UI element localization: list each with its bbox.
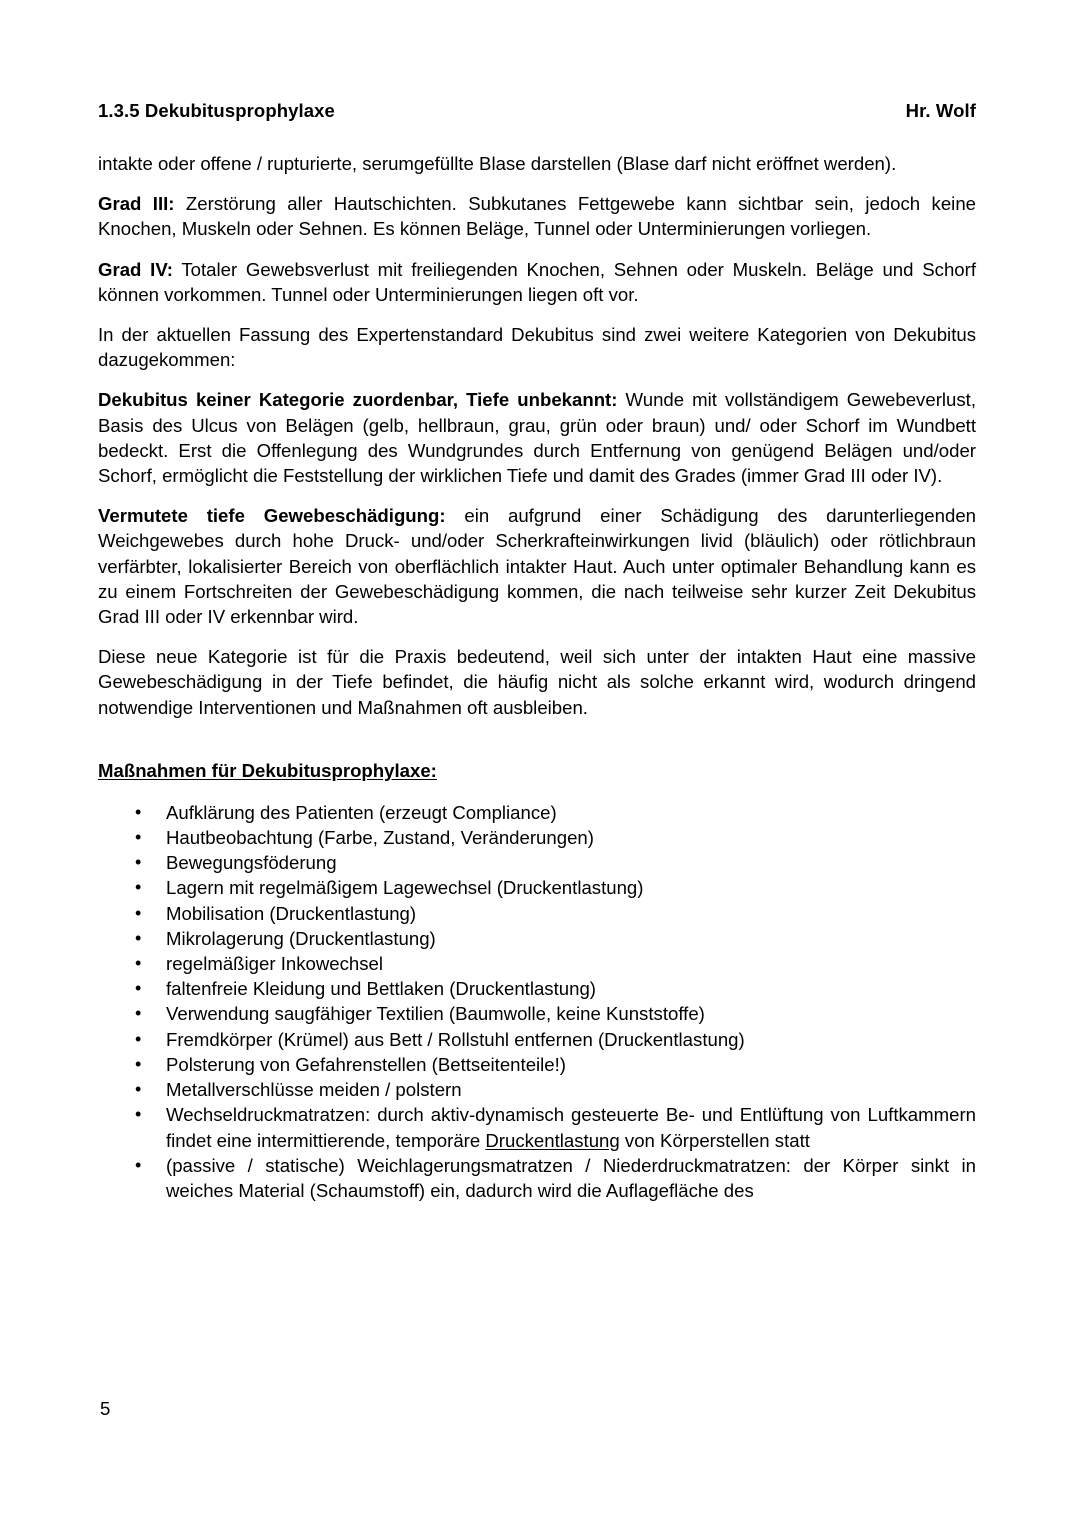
list-item-soft-mattress [98,1153,976,1203]
bullet-icon: • [135,902,142,923]
list-item-label: Bewegungsföderung [166,852,337,874]
category-unknown-label: Dekubitus keiner Kategorie zuordenbar, Tiefe unbekannt: [98,389,618,411]
paragraph-category-unknown [98,387,976,488]
grade-3-text: Zerstörung aller Hautschichten. Subkutanes Fettgewebe kann sichtbar sein, jedoch keine Knochen, Muskeln oder Sehnen. Es können Beläge, Tunnel oder Unterminierungen vorliegen. [98,193,976,240]
list-item-label: (passive / statische) Weichlagerungsmatratzen / Niederdruckmatratzen: der Körper sinkt in weiches Material (Schaumstoff) ein, dadurch wird die Auflagefläche des [166,1154,976,1201]
grade-3-label: Grad III: [98,193,175,215]
paragraph-grade-3 [98,191,976,241]
bullet-icon: • [135,953,142,974]
list-item-pressure-mattress [98,1102,976,1152]
grade-4-text: Totaler Gewebsverlust mit freiliegenden Knochen, Sehnen oder Muskeln. Beläge und Schorf können vorkommen. Tunnel oder Unterminierungen liegen oft vor. [98,258,976,305]
pressure-mattress-text-part1: Wechseldruckmatratzen: durch aktiv-dynamisch gesteuerte Be- und Entlüftung von Luftkammern findet eine intermittierende, temporäre [166,1104,976,1151]
list-item-label [166,1102,976,1152]
list-item-label: Fremdkörper (Krümel) aus Bett / Rollstuhl entfernen (Druckentlastung) [166,1028,745,1050]
paragraph-new-categories-intro: In der aktuellen Fassung des Expertenstandard Dekubitus sind zwei weitere Kategorien von Dekubitus dazugekommen: [98,324,976,371]
list-item [98,850,976,875]
suspected-deep-injury-label: Vermutete tiefe Gewebeschädigung: [98,505,446,527]
list-item-label: Hautbeobachtung (Farbe, Zustand, Veränderungen) [166,827,594,849]
list-item [98,1001,976,1026]
bullet-icon: • [135,1028,142,1049]
list-item [98,825,976,850]
category-unknown-text: Wunde mit vollständigem Gewebeverlust, Basis des Ulcus von Belägen (gelb, hellbraun, grau, grün oder braun) und/ oder Schorf im Wundbett bedeckt. Erst die Offenlegung des Wundgrundes durch Entfernung von genügend Belägen und/oder Schorf, ermöglicht die Feststellung der wirklichen Tiefe und damit des Grades (immer Grad III oder IV). [98,389,976,487]
list-item [98,926,976,951]
list-item [98,951,976,976]
measures-list [98,800,976,1203]
list-item-label: faltenfreie Kleidung und Bettlaken (Druckentlastung) [166,978,596,1000]
list-item-label: Mobilisation (Druckentlastung) [166,902,417,924]
bullet-icon: • [135,1154,142,1175]
bullet-icon: • [135,1053,142,1074]
list-item-label: regelmäßiger Inkowechsel [166,953,384,975]
bullet-icon: • [135,877,142,898]
bullet-icon: • [135,827,142,848]
list-item-label: Polsterung von Gefahrenstellen (Bettseitenteile!) [166,1053,566,1075]
bullet-icon: • [135,1104,142,1125]
suspected-deep-injury-text: ein aufgrund einer Schädigung des darunterliegenden Weichgewebes durch hohe Druck- und/oder Scherkrafteinwirkungen livid (bläulich) oder rötlichbraun verfärbter, lokalisierter Bereich von oberflächlich intakter Haut. Auch unter optimaler Behandlung kann es zu einem Fortschreiten der Gewebeschädigung kommen, die nach teilweise sehr kurzer Zeit Dekubitus Grad III oder IV erkennbar wird. [98,505,977,628]
list-item-label: Verwendung saugfähiger Textilien (Baumwolle, keine Kunststoffe) [166,1003,705,1025]
bullet-icon: • [135,1003,142,1024]
list-item [98,1027,976,1052]
list-item [98,875,976,900]
page-number: 5 [100,1398,111,1419]
list-item-label: Mikrolagerung (Druckentlastung) [166,927,436,949]
list-item [98,976,976,1001]
bullet-icon: • [135,1079,142,1100]
page-content [98,100,976,1203]
bullet-icon: • [135,978,142,999]
grade-4-label: Grad IV: [98,258,173,280]
list-item-label: Metallverschlüsse meiden / polstern [166,1079,462,1101]
list-item [98,800,976,825]
list-item [98,1052,976,1077]
bullet-icon: • [135,852,142,873]
list-item [98,901,976,926]
list-item-label: Lagern mit regelmäßigem Lagewechsel (Druckentlastung) [166,877,644,899]
document-header [98,100,976,122]
page-title: 1.3.5 Dekubitusprophylaxe [98,100,335,121]
bullet-icon: • [135,801,142,822]
pressure-relief-underlined-term: Druckentlastung [485,1129,620,1151]
bullet-icon: • [135,927,142,948]
paragraph-grade-4 [98,257,976,307]
author-name: Hr. Wolf [905,100,976,121]
list-item [98,1077,976,1102]
list-item-label: Aufklärung des Patienten (erzeugt Compliance) [166,801,557,823]
paragraph-suspected-deep-injury [98,503,976,629]
paragraph-suspected-deep-injury-second: Diese neue Kategorie ist für die Praxis bedeutend, weil sich unter der intakten Haut eine massive Gewebeschädigung in der Tiefe befindet, die häufig nicht als solche erkannt wird, wodurch dringend notwendige Interventionen und Maßnahmen oft ausbleiben. [98,646,976,718]
measures-heading: Maßnahmen für Dekubitusprophylaxe: [98,759,437,781]
paragraph-continuation: intakte oder offene / rupturierte, serumgefüllte Blase darstellen (Blase darf nicht eröffnet werden). [98,153,897,174]
pressure-mattress-text-part2: von Körperstellen statt [619,1129,810,1151]
